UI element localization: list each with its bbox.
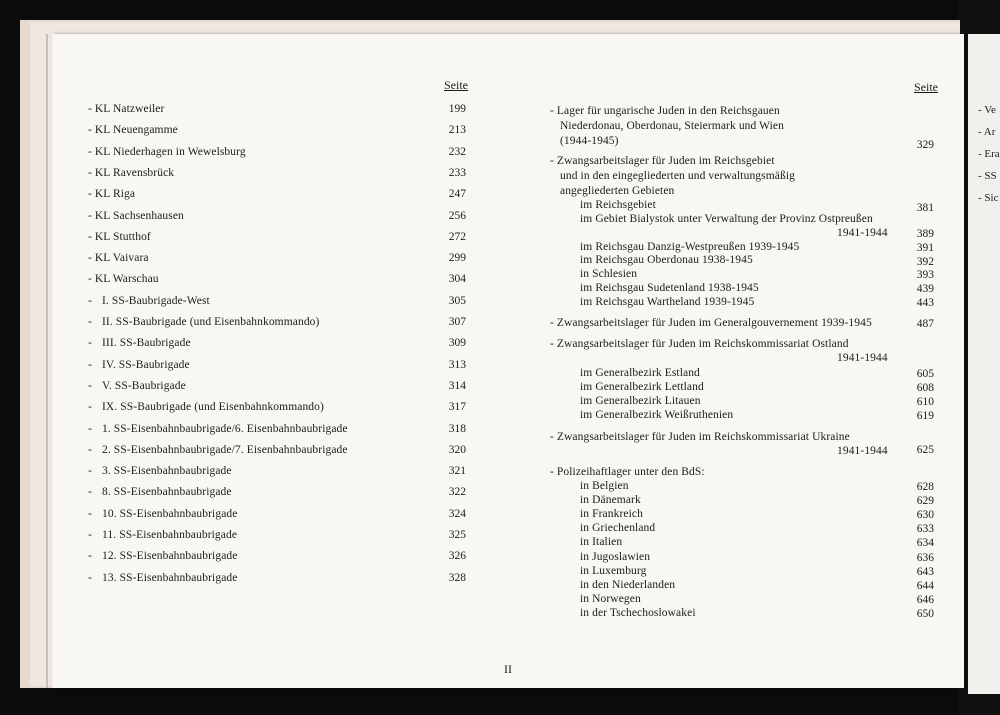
toc-page-number: 630 (916, 509, 934, 522)
toc-page-number: 324 (448, 507, 466, 520)
toc-page-number: 634 (916, 537, 934, 550)
toc-dash: - (88, 337, 92, 350)
toc-entry: 1. SS-Eisenbahnbaubrigade/6. Eisenbahnbaubrigade (102, 422, 348, 435)
toc-entry-ungarn-line3: (1944-1945) (560, 135, 619, 147)
toc-subentry: in Luxemburg (580, 564, 647, 577)
toc-subentry: in der Tschechoslowakei (580, 606, 696, 619)
toc-entry: - KL Vaivara (88, 252, 149, 265)
toc-page-number: 314 (448, 379, 466, 392)
toc-entry: 10. SS-Eisenbahnbaubrigade (102, 507, 238, 520)
toc-page-number: 272 (448, 230, 466, 243)
toc-entry: 3. SS-Eisenbahnbaubrigade (102, 465, 232, 478)
toc-entry: II. SS-Baubrigade (und Eisenbahnkommando) (102, 316, 320, 328)
toc-page-number: 644 (916, 579, 934, 592)
toc-subentry: im Reichsgau Oberdonau 1938-1945 (580, 254, 753, 266)
toc-page-number: 439 (916, 283, 934, 295)
toc-entry: - KL Natzweiler (88, 103, 165, 115)
toc-entry: - KL Niederhagen in Wewelsburg (88, 145, 246, 158)
toc-entry: - KL Sachsenhausen (88, 209, 184, 222)
toc-entry-polizeihaftlager: - Polizeihaftlager unter den BdS: (550, 466, 705, 478)
toc-page-number: 393 (916, 269, 934, 281)
toc-subentry: in Schlesien (580, 268, 638, 280)
toc-entry: IV. SS-Baubrigade (102, 358, 190, 371)
toc-page-number: 329 (916, 139, 934, 151)
toc-page-number: 608 (916, 382, 934, 394)
toc-page-number: 213 (448, 124, 466, 137)
toc-subentry: im Generalbezirk Weißruthenien (580, 409, 734, 421)
toc-subentry: im Reichsgebiet (580, 199, 656, 211)
toc-page-number: 326 (448, 550, 466, 563)
toc-page-number: 443 (916, 297, 934, 309)
toc-entry-ukraine: - Zwangsarbeitslager für Juden im Reichskommissariat Ukraine (550, 431, 850, 443)
toc-page-number: 317 (448, 401, 466, 414)
toc-page-number: 389 (916, 228, 934, 240)
toc-page-number: 309 (448, 337, 466, 350)
toc-page-number: 318 (448, 422, 466, 435)
toc-page-number: 199 (448, 103, 466, 115)
toc-entry-reich-line2: und in den eingegliederten und verwaltungsmäßig (560, 170, 795, 182)
document-page (52, 34, 964, 688)
toc-subentry: in Norwegen (580, 592, 641, 605)
toc-page-number: 628 (916, 481, 934, 493)
toc-entry: V. SS-Baubrigade (102, 379, 186, 392)
toc-subentry: im Gebiet Bialystok unter Verwaltung der Provinz Ostpreußen (580, 213, 873, 225)
toc-page-number: 392 (916, 256, 934, 268)
toc-subentry: in Griechenland (580, 522, 656, 535)
toc-entry-ungarn-line1: - Lager für ungarische Juden in den Reichsgauen (550, 105, 780, 117)
toc-subentry: in den Niederlanden (580, 578, 676, 591)
toc-entry: - KL Ravensbrück (88, 166, 175, 179)
toc-page-number: 247 (448, 188, 466, 201)
toc-entry-reich-line3: angegliederten Gebieten (560, 185, 675, 197)
toc-dash: - (88, 465, 92, 478)
toc-subentry: in Frankreich (580, 508, 643, 521)
toc-page-number: 313 (448, 358, 466, 371)
toc-entry-ostland: - Zwangsarbeitslager für Juden im Reichskommissariat Ostland (550, 338, 849, 350)
toc-entry: - KL Riga (88, 188, 136, 201)
toc-entry: I. SS-Baubrigade-West (102, 294, 210, 307)
next-page-item: - SS (978, 170, 997, 182)
toc-page-number: 328 (448, 571, 466, 584)
toc-page-number: 391 (916, 242, 934, 254)
toc-page-number: 233 (448, 166, 466, 179)
toc-dash: - (88, 422, 92, 435)
toc-dash: - (88, 571, 92, 584)
toc-page-number: 321 (448, 465, 466, 478)
toc-page-number: 633 (916, 523, 934, 536)
toc-page-number: 625 (916, 444, 934, 456)
toc-entry-ungarn-line2: Niederdonau, Oberdonau, Steiermark und Wien (560, 120, 784, 132)
toc-page-number: 299 (448, 252, 466, 265)
toc-entry: IX. SS-Baubrigade (und Eisenbahnkommando) (102, 401, 324, 414)
toc-subentry: in Italien (580, 536, 623, 549)
toc-subentry: im Reichsgau Wartheland 1939-1945 (580, 296, 755, 308)
toc-subentry: im Reichsgau Sudetenland 1938-1945 (580, 282, 759, 294)
toc-entry: 11. SS-Eisenbahnbaubrigade (102, 529, 238, 541)
toc-entry: 2. SS-Eisenbahnbaubrigade/7. Eisenbahnbaubrigade (102, 443, 348, 456)
toc-dash: - (88, 507, 92, 520)
toc-entry: III. SS-Baubrigade (102, 337, 191, 350)
next-page-item: - Ar (978, 126, 996, 138)
toc-subentry: im Generalbezirk Estland (580, 367, 700, 379)
toc-page-number: 643 (916, 565, 934, 578)
toc-page-number: 381 (916, 202, 934, 214)
next-page-item: - Ve (978, 104, 996, 116)
toc-entry-ukraine-years: 1941-1944 (837, 445, 888, 457)
toc-subentry: in Dänemark (580, 494, 641, 507)
toc-page-number: 320 (448, 443, 466, 456)
toc-subentry: im Generalbezirk Litauen (580, 395, 701, 407)
toc-entry: 8. SS-Eisenbahnbaubrigade (102, 486, 232, 499)
toc-page-number: 304 (448, 273, 466, 286)
page-number-footer: II (504, 662, 512, 676)
toc-page-number: 650 (916, 607, 934, 620)
toc-subentry: in Jugoslawien (580, 550, 651, 563)
toc-entry: 13. SS-Eisenbahnbaubrigade (102, 571, 238, 584)
toc-subentry-years: 1941-1944 (837, 227, 888, 239)
toc-page-number: 325 (448, 529, 466, 541)
toc-page-number: 629 (916, 495, 934, 508)
toc-page-number: 307 (448, 316, 466, 328)
next-page-edge (968, 34, 1000, 694)
toc-dash: - (88, 486, 92, 499)
toc-subentry: im Generalbezirk Lettland (580, 381, 704, 393)
toc-entry-generalgouvernement: - Zwangsarbeitslager für Juden im Generalgouvernement 1939-1945 (550, 317, 872, 329)
toc-entry: 12. SS-Eisenbahnbaubrigade (102, 550, 238, 563)
toc-dash: - (88, 443, 92, 456)
toc-entry: - KL Warschau (88, 273, 159, 286)
gutter-line (46, 34, 48, 688)
next-page-item: - Era (978, 148, 1000, 160)
toc-entry: - KL Stutthof (88, 230, 151, 243)
toc-dash: - (88, 401, 92, 414)
toc-page-number: 605 (916, 368, 934, 380)
toc-page-number: 322 (448, 486, 466, 499)
toc-page-number: 232 (448, 145, 466, 158)
toc-entry-reich-line1: - Zwangsarbeitslager für Juden im Reichsgebiet (550, 155, 775, 167)
toc-subentry: in Belgien (580, 480, 629, 492)
right-page-header: Seite (914, 80, 938, 94)
toc-page-number: 487 (916, 318, 934, 330)
toc-entry: - KL Neuengamme (88, 124, 178, 137)
toc-dash: - (88, 316, 92, 328)
toc-dash: - (88, 529, 92, 541)
toc-dash: - (88, 550, 92, 563)
toc-page-number: 619 (916, 410, 934, 422)
toc-page-number: 646 (916, 593, 934, 606)
toc-page-number: 636 (916, 551, 934, 564)
toc-page-number: 610 (916, 396, 934, 408)
next-page-item: - Sic (978, 192, 999, 204)
toc-entry-ostland-years: 1941-1944 (837, 352, 888, 364)
toc-page-number: 305 (448, 294, 466, 307)
toc-dash: - (88, 358, 92, 371)
left-page-header: Seite (444, 78, 468, 92)
toc-page-number: 256 (448, 209, 466, 222)
toc-dash: - (88, 294, 92, 307)
toc-subentry: im Reichsgau Danzig-Westpreußen 1939-1945 (580, 241, 800, 253)
toc-dash: - (88, 379, 92, 392)
